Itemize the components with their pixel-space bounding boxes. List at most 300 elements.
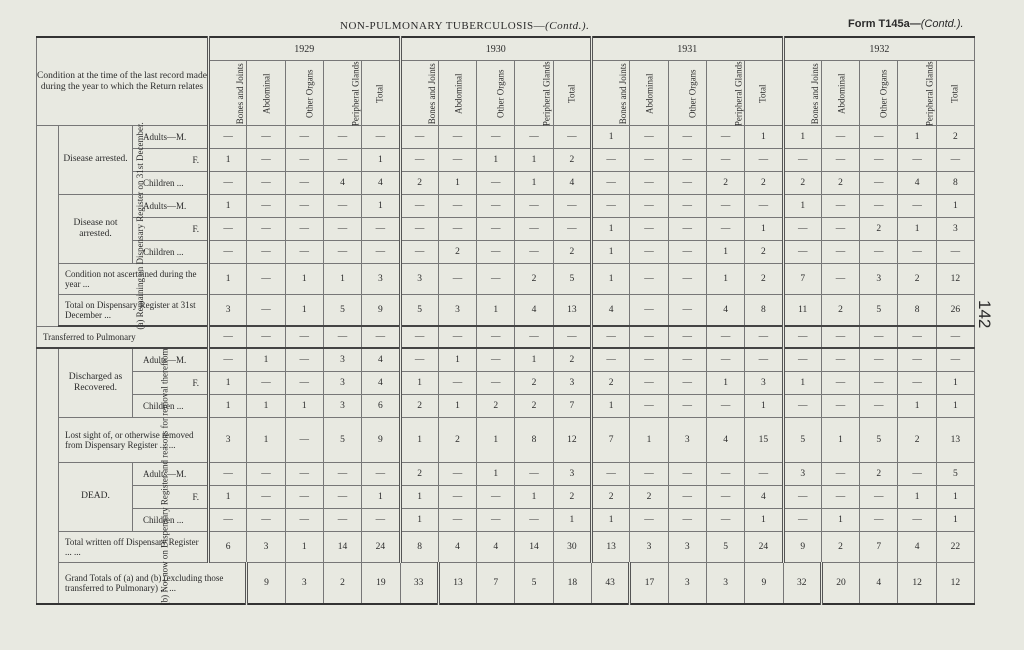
value-cell: 1 [400,486,438,509]
value-cell: 1 [438,395,476,418]
value-cell: — [783,395,821,418]
value-cell: — [706,509,744,532]
value-cell: — [783,326,821,348]
table-row [37,264,975,295]
value-cell: — [860,509,898,532]
table-row [37,218,975,241]
value-cell: 2 [706,172,744,195]
value-cell: — [285,463,323,486]
value-cell: — [898,509,936,532]
value-cell: — [706,486,744,509]
value-cell: — [630,172,668,195]
value-cell: — [630,326,668,348]
value-cell: — [553,326,591,348]
value-cell: 26 [936,295,974,327]
row-label: Transferred to Pulmonary [37,326,209,348]
value-cell: — [936,348,974,372]
value-cell: — [438,486,476,509]
value-cell: 2 [821,532,859,563]
value-cell: 1 [362,486,400,509]
value-cell: — [668,126,706,149]
column-header: Abdominal [438,61,476,126]
value-cell: — [323,218,361,241]
value-cell: — [209,172,247,195]
column-header: Other Organs [477,61,515,126]
value-cell: 3 [553,463,591,486]
page-heading: NON-PULMONARY TUBERCULOSIS—(Contd.). [340,20,590,32]
value-cell: 4 [592,295,630,327]
value-cell: — [438,195,476,218]
value-cell: 14 [323,532,361,563]
value-cell: 4 [898,172,936,195]
value-cell: 1 [477,463,515,486]
value-cell: 12 [936,264,974,295]
value-cell: 9 [783,532,821,563]
value-cell: — [477,241,515,264]
column-header: Bones and Joints [592,61,630,126]
value-cell: 1 [515,149,553,172]
value-cell: — [821,372,859,395]
column-header: Other Organs [668,61,706,126]
value-cell: — [362,326,400,348]
value-cell: 3 [668,563,706,605]
value-cell: — [209,348,247,372]
value-cell: 3 [706,563,744,605]
value-cell: — [821,218,859,241]
row-label: Total on Dispensary Register at 31st December ... [59,295,209,327]
value-cell: 1 [209,486,247,509]
value-cell: — [438,264,476,295]
value-cell: 1 [209,372,247,395]
value-cell: — [247,372,285,395]
value-cell: — [630,463,668,486]
value-cell: 2 [323,563,361,605]
column-header: Total [936,61,974,126]
value-cell: 1 [477,295,515,327]
value-cell: — [706,149,744,172]
value-cell: — [668,326,706,348]
value-cell: 5 [515,563,553,605]
column-header: Peripheral Glands [898,61,936,126]
value-cell: — [553,126,591,149]
column-header: Abdominal [630,61,668,126]
value-cell: 8 [400,532,438,563]
value-cell: — [860,395,898,418]
value-cell: — [783,218,821,241]
value-cell: — [362,509,400,532]
value-cell: 1 [285,395,323,418]
value-cell: 2 [630,486,668,509]
value-cell: — [706,348,744,372]
value-cell: — [362,463,400,486]
value-cell: — [247,486,285,509]
value-cell: 8 [745,295,783,327]
value-cell: 1 [400,509,438,532]
value-cell: 1 [821,509,859,532]
value-cell: — [323,241,361,264]
value-cell: 2 [400,463,438,486]
page-number: 142 [975,300,994,329]
value-cell: 1 [209,264,247,295]
value-cell: 2 [553,149,591,172]
value-cell: 1 [745,395,783,418]
value-cell: — [821,241,859,264]
value-cell: — [592,348,630,372]
value-cell: 4 [477,532,515,563]
row-label: Total written off Dispensary Register ... ... [59,532,209,563]
row-label: F. [133,218,209,241]
value-cell: 3 [362,264,400,295]
table-row [37,126,975,149]
value-cell: 1 [285,295,323,327]
table-row [37,486,975,509]
value-cell: 20 [821,563,859,605]
value-cell: 4 [362,348,400,372]
value-cell: 1 [592,509,630,532]
value-cell: — [630,509,668,532]
value-cell: — [898,241,936,264]
value-cell: 1 [592,241,630,264]
value-cell: — [630,149,668,172]
value-cell: 2 [783,172,821,195]
value-cell: 4 [515,295,553,327]
column-header: Other Organs [860,61,898,126]
value-cell: 2 [592,486,630,509]
value-cell: — [323,486,361,509]
value-cell: — [668,395,706,418]
column-header: Peripheral Glands [515,61,553,126]
table-row [37,532,975,563]
value-cell: 1 [898,126,936,149]
value-cell: — [630,395,668,418]
table-row [37,172,975,195]
value-cell: 17 [630,563,668,605]
value-cell: 3 [247,532,285,563]
value-cell: — [209,126,247,149]
value-cell: 22 [936,532,974,563]
row-label: F. [133,149,209,172]
value-cell: — [438,218,476,241]
column-header: Bones and Joints [400,61,438,126]
value-cell: 1 [783,126,821,149]
value-cell: — [553,195,591,218]
value-cell: — [285,509,323,532]
value-cell: 2 [821,172,859,195]
value-cell: 3 [745,372,783,395]
table-row [37,509,975,532]
value-cell: — [438,326,476,348]
value-cell: 13 [936,418,974,463]
form-number: Form T145a—(Contd.). [848,18,964,30]
value-cell: 9 [247,563,285,605]
value-cell: 15 [745,418,783,463]
value-cell: 7 [477,563,515,605]
value-cell: — [668,195,706,218]
value-cell: 1 [209,195,247,218]
value-cell: 1 [630,418,668,463]
row-label: Condition not ascertained during the year ... [59,264,209,295]
column-header: Other Organs [285,61,323,126]
value-cell: — [285,348,323,372]
value-cell: 13 [438,563,476,605]
column-header: Abdominal [247,61,285,126]
value-cell: 3 [323,348,361,372]
value-cell: 12 [898,563,936,605]
table-row [37,563,975,605]
value-cell: 1 [247,395,285,418]
value-cell: — [898,326,936,348]
value-cell: — [821,348,859,372]
value-cell: — [668,241,706,264]
value-cell: 2 [515,264,553,295]
column-header: Peripheral Glands [323,61,361,126]
value-cell: — [323,463,361,486]
value-cell: — [898,372,936,395]
value-cell: 7 [860,532,898,563]
value-cell: 9 [745,563,783,605]
value-cell: 1 [438,172,476,195]
value-cell: 1 [477,418,515,463]
column-header: Abdominal [821,61,859,126]
row-label: Children ... [133,172,209,195]
value-cell: 2 [553,241,591,264]
value-cell: — [400,149,438,172]
value-cell: 1 [936,395,974,418]
table-row [37,372,975,395]
value-cell: — [898,463,936,486]
value-cell: — [630,218,668,241]
value-cell: 1 [285,532,323,563]
value-cell: — [668,264,706,295]
value-cell: 3 [438,295,476,327]
year-header: 1929 [209,37,401,61]
year-header: 1932 [783,37,975,61]
value-cell: — [477,486,515,509]
value-cell: — [477,348,515,372]
value-cell: 9 [362,418,400,463]
value-cell: 1 [515,172,553,195]
value-cell: 2 [438,418,476,463]
value-cell: 5 [783,418,821,463]
value-cell: — [247,264,285,295]
value-cell: 2 [515,372,553,395]
value-cell: 1 [706,264,744,295]
column-header: Total [745,61,783,126]
value-cell: — [592,463,630,486]
value-cell: — [285,195,323,218]
value-cell: 1 [247,418,285,463]
value-cell: 4 [323,172,361,195]
value-cell: — [553,218,591,241]
value-cell: — [400,126,438,149]
value-cell: — [247,172,285,195]
value-cell: 5 [400,295,438,327]
value-cell: 3 [668,418,706,463]
value-cell: 14 [515,532,553,563]
value-cell: 3 [630,532,668,563]
value-cell: — [630,264,668,295]
group-dead: DEAD. [59,463,133,532]
value-cell: — [247,195,285,218]
row-label: Adults—M. [133,348,209,372]
value-cell: 8 [515,418,553,463]
value-cell: 2 [860,463,898,486]
value-cell: — [438,149,476,172]
value-cell: — [400,195,438,218]
value-cell: — [783,486,821,509]
value-cell: — [821,395,859,418]
value-cell: 30 [553,532,591,563]
value-cell: — [477,372,515,395]
value-cell: 1 [362,195,400,218]
value-cell: 4 [362,372,400,395]
table-row [37,463,975,486]
value-cell: 1 [783,195,821,218]
table-row [37,326,975,348]
value-cell: 24 [745,532,783,563]
group-discharged-recovered: Discharged as Recovered. [59,348,133,418]
value-cell: — [668,348,706,372]
value-cell: — [247,326,285,348]
value-cell: — [247,509,285,532]
value-cell: 12 [936,563,974,605]
value-cell: 1 [898,218,936,241]
condition-header: Condition at the time of the last record made during the year to which the Return relates [37,37,209,126]
tuberculosis-table [36,36,975,605]
value-cell: — [630,241,668,264]
table-row [37,149,975,172]
value-cell: — [209,509,247,532]
value-cell: 2 [438,241,476,264]
value-cell: 4 [860,563,898,605]
value-cell: — [477,264,515,295]
value-cell: — [783,509,821,532]
table-row [37,418,975,463]
value-cell: 5 [936,463,974,486]
value-cell: 8 [936,172,974,195]
value-cell: — [209,241,247,264]
value-cell: — [630,295,668,327]
value-cell: — [592,195,630,218]
value-cell: — [247,241,285,264]
value-cell: 5 [323,295,361,327]
value-cell: 4 [706,295,744,327]
value-cell: — [706,463,744,486]
value-cell: — [821,326,859,348]
year-header: 1930 [400,37,592,61]
value-cell: 3 [783,463,821,486]
value-cell: 2 [898,418,936,463]
value-cell: — [936,149,974,172]
value-cell: 1 [553,509,591,532]
value-cell: 4 [898,532,936,563]
value-cell: — [515,195,553,218]
value-cell: — [515,126,553,149]
value-cell: 3 [285,563,323,605]
value-cell: — [592,172,630,195]
value-cell: — [477,195,515,218]
value-cell: 1 [323,264,361,295]
value-cell: 3 [860,264,898,295]
row-label: Lost sight of, or otherwise removed from Dispensary Register ... ... [59,418,209,463]
value-cell: — [898,348,936,372]
value-cell: — [247,149,285,172]
value-cell: — [285,218,323,241]
value-cell: 2 [745,241,783,264]
value-cell: 2 [821,295,859,327]
value-cell: — [515,218,553,241]
value-cell: — [247,126,285,149]
value-cell: 1 [400,418,438,463]
value-cell: — [285,418,323,463]
value-cell: — [745,326,783,348]
value-cell: 7 [592,418,630,463]
value-cell: 4 [706,418,744,463]
value-cell: — [668,486,706,509]
value-cell: — [898,149,936,172]
value-cell: — [860,372,898,395]
group-disease-not-arrested: Disease not arrested. [59,195,133,264]
table-row [37,241,975,264]
value-cell: 3 [209,418,247,463]
value-cell: — [438,509,476,532]
value-cell: 3 [323,372,361,395]
value-cell: 43 [592,563,630,605]
value-cell: — [860,348,898,372]
value-cell: — [630,195,668,218]
value-cell: 1 [209,149,247,172]
value-cell: — [323,326,361,348]
value-cell: 4 [745,486,783,509]
value-cell: — [630,348,668,372]
value-cell: — [285,326,323,348]
value-cell: — [477,326,515,348]
value-cell: — [668,463,706,486]
value-cell: 1 [438,348,476,372]
value-cell: — [706,326,744,348]
value-cell: — [745,149,783,172]
row-label: Adults—M. [133,126,209,149]
value-cell: — [209,218,247,241]
value-cell: — [323,195,361,218]
row-label: Adults—M. [133,195,209,218]
value-cell: — [400,326,438,348]
value-cell: 3 [400,264,438,295]
value-cell: 32 [783,563,821,605]
value-cell: — [438,372,476,395]
year-header: 1931 [592,37,784,61]
value-cell: 13 [553,295,591,327]
value-cell: 1 [783,372,821,395]
value-cell: 2 [745,172,783,195]
value-cell: — [285,486,323,509]
value-cell: 1 [400,372,438,395]
value-cell: — [745,195,783,218]
value-cell: — [706,195,744,218]
value-cell: — [668,218,706,241]
value-cell: — [477,218,515,241]
value-cell: 1 [515,348,553,372]
value-cell: 1 [745,126,783,149]
value-cell: — [592,326,630,348]
value-cell: — [860,486,898,509]
value-cell: 1 [936,195,974,218]
value-cell: 1 [477,149,515,172]
value-cell: 2 [553,348,591,372]
value-cell: 2 [515,395,553,418]
value-cell: 4 [438,532,476,563]
value-cell: — [783,348,821,372]
